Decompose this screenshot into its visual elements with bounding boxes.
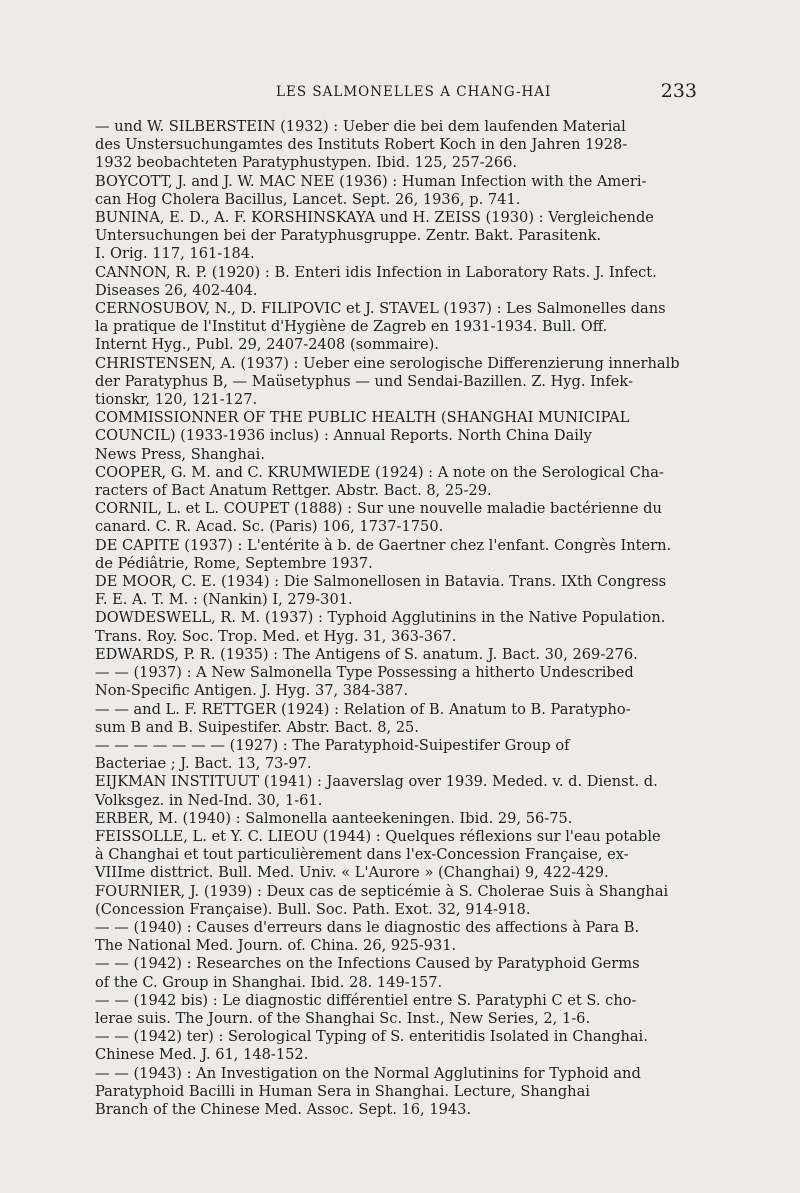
reference-line: CERNOSUBOV, N., D. FILIPOVIC et J. STAVEL (1937) : Les Salmonelles dans (95, 300, 666, 318)
reference-entry (95, 500, 705, 536)
reference-entry (95, 701, 705, 737)
reference-entry (95, 810, 705, 828)
reference-line: sum B and B. Suipestifer. Abstr. Bact. 8, 25. (95, 718, 419, 736)
reference-entry (95, 737, 705, 773)
reference-line: BOYCOTT, J. and J. W. MAC NEE (1936) : Human Infection with the Ameri- (95, 172, 647, 190)
reference-line: — — (1942) : Researches on the Infections Caused by Paratyphoid Germs (95, 955, 640, 973)
reference-line: racters of Bact Anatum Rettger. Abstr. Bact. 8, 25-29. (95, 482, 492, 500)
reference-line: — — (1942) ter) : Serological Typing of S. enteritidis Isolated in Changhai. (95, 1028, 648, 1046)
reference-line: I. Orig. 117, 161-184. (95, 245, 255, 263)
reference-line: Non-Specific Antigen. J. Hyg. 37, 384-387. (95, 682, 409, 700)
reference-entry (95, 646, 705, 664)
reference-line: can Hog Cholera Bacillus, Lancet. Sept. 26, 1936, p. 741. (95, 190, 521, 208)
reference-entry (95, 355, 705, 410)
reference-line: CHRISTENSEN, A. (1937) : Ueber eine serologische Differenzierung innerhalb (95, 354, 680, 372)
reference-entry (95, 992, 705, 1028)
running-title: LES SALMONELLES A CHANG-HAI (276, 84, 552, 100)
reference-entry (95, 664, 705, 700)
reference-line: — — (1942 bis) : Le diagnostic différentiel entre S. Paratyphi C et S. cho- (95, 991, 637, 1009)
reference-line: lerae suis. The Journ. of the Shanghai Sc. Inst., New Series, 2, 1-6. (95, 1009, 591, 1027)
reference-entry (95, 300, 705, 355)
reference-line: (Concession Française). Bull. Soc. Path. Exot. 32, 914-918. (95, 900, 531, 918)
reference-line: Diseases 26, 402-404. (95, 281, 258, 299)
reference-entry (95, 773, 705, 809)
reference-line: ERBER, M. (1940) : Salmonella aanteekeningen. Ibid. 29, 56-75. (95, 809, 573, 827)
reference-entry (95, 464, 705, 500)
reference-line: — — (1937) : A New Salmonella Type Possessing a hitherto Undescribed (95, 664, 634, 682)
reference-entry (95, 919, 705, 955)
reference-line: de Pédiâtrie, Rome, Septembre 1937. (95, 554, 373, 572)
reference-line: — — and L. F. RETTGER (1924) : Relation of B. Anatum to B. Paratypho- (95, 700, 631, 718)
reference-entry (95, 118, 705, 173)
reference-entry (95, 209, 705, 264)
reference-line: Trans. Roy. Soc. Trop. Med. et Hyg. 31, 363-367. (95, 627, 457, 645)
reference-line: EIJKMAN INSTITUUT (1941) : Jaaverslag over 1939. Meded. v. d. Dienst. d. (95, 773, 658, 791)
page-number: 233 (660, 80, 697, 102)
reference-entry (95, 537, 705, 573)
reference-line: DE MOOR, C. E. (1934) : Die Salmonellosen in Batavia. Trans. IXth Congress (95, 573, 667, 591)
reference-line: des Unstersuchungamtes des Instituts Robert Koch in den Jahren 1928- (95, 136, 628, 154)
reference-line: canard. C. R. Acad. Sc. (Paris) 106, 1737-1750. (95, 518, 444, 536)
reference-line: DE CAPITE (1937) : L'entérite à b. de Gaertner chez l'enfant. Congrès Intern. (95, 536, 672, 554)
reference-line: VIIIme disttrict. Bull. Med. Univ. « L'Aurore » (Changhai) 9, 422-429. (95, 864, 609, 882)
reference-line: F. E. A. T. M. : (Nankin) I, 279-301. (95, 591, 353, 609)
reference-line: Untersuchungen bei der Paratyphusgruppe. Zentr. Bakt. Parasitenk. (95, 227, 602, 245)
reference-entry (95, 264, 705, 300)
reference-entry (95, 828, 705, 883)
reference-line: COUNCIL) (1933-1936 inclus) : Annual Reports. North China Daily (95, 427, 592, 445)
reference-entry (95, 573, 705, 609)
reference-entry (95, 409, 705, 464)
reference-entry (95, 883, 705, 919)
page-header (0, 82, 800, 106)
reference-line: CANNON, R. P. (1920) : B. Enteri idis Infection in Laboratory Rats. J. Infect. (95, 263, 657, 281)
reference-line: Paratyphoid Bacilli in Human Sera in Shanghai. Lecture, Shanghai (95, 1082, 590, 1100)
reference-line: CORNIL, L. et L. COUPET (1888) : Sur une nouvelle maladie bactérienne du (95, 500, 662, 518)
reference-entry (95, 1028, 705, 1064)
reference-line: BUNINA, E. D., A. F. KORSHINSKAYA und H. ZEISS (1930) : Vergleichende (95, 209, 654, 227)
reference-line: — und W. SILBERSTEIN (1932) : Ueber die bei dem laufenden Material (95, 118, 626, 135)
reference-line: FOURNIER, J. (1939) : Deux cas de septicémie à S. Cholerae Suis à Shanghai (95, 882, 669, 900)
reference-line: la pratique de l'Institut d'Hygiène de Zagreb en 1931-1934. Bull. Off. (95, 318, 608, 336)
reference-line: COMMISSIONNER OF THE PUBLIC HEALTH (SHANGHAI MUNICIPAL (95, 409, 630, 427)
reference-line: à Changhai et tout particulièrement dans l'ex-Concession Française, ex- (95, 846, 629, 864)
reference-line: The National Med. Journ. of. China. 26, 925-931. (95, 937, 457, 955)
reference-line: Branch of the Chinese Med. Assoc. Sept. 16, 1943. (95, 1100, 472, 1118)
reference-line: EDWARDS, P. R. (1935) : The Antigens of S. anatum. J. Bact. 30, 269-276. (95, 645, 638, 663)
reference-line: — — (1943) : An Investigation on the Normal Agglutinins for Typhoid and (95, 1064, 641, 1082)
reference-entry (95, 1065, 705, 1120)
reference-line: FEISSOLLE, L. et Y. C. LIEOU (1944) : Quelques réflexions sur l'eau potable (95, 827, 661, 845)
reference-line: — — — — — — — (1927) : The Paratyphoid-Suipestifer Group of (95, 736, 570, 754)
reference-line: Volksgez. in Ned-Ind. 30, 1-61. (95, 791, 323, 809)
reference-line: Bacteriae ; J. Bact. 13, 73-97. (95, 755, 312, 773)
reference-list (95, 118, 705, 1119)
reference-line: DOWDESWELL, R. M. (1937) : Typhoid Agglutinins in the Native Population. (95, 609, 666, 627)
reference-line: News Press, Shanghai. (95, 445, 265, 463)
reference-line: COOPER, G. M. and C. KRUMWIEDE (1924) : A note on the Serological Cha- (95, 463, 664, 481)
reference-line: of the C. Group in Shanghai. Ibid. 28. 149-157. (95, 973, 443, 991)
reference-line: tionskr, 120, 121-127. (95, 391, 258, 409)
reference-line: Internt Hyg., Publ. 29, 2407-2408 (sommaire). (95, 336, 439, 354)
reference-line: 1932 beobachteten Paratyphustypen. Ibid. 125, 257-266. (95, 154, 518, 172)
reference-line: Chinese Med. J. 61, 148-152. (95, 1046, 309, 1064)
reference-line: der Paratyphus B, — Maüsetyphus — und Sendai-Bazillen. Z. Hyg. Infek- (95, 372, 633, 390)
reference-line: — — (1940) : Causes d'erreurs dans le diagnostic des affections à Para B. (95, 918, 640, 936)
reference-entry (95, 173, 705, 209)
reference-entry (95, 609, 705, 645)
reference-entry (95, 955, 705, 991)
